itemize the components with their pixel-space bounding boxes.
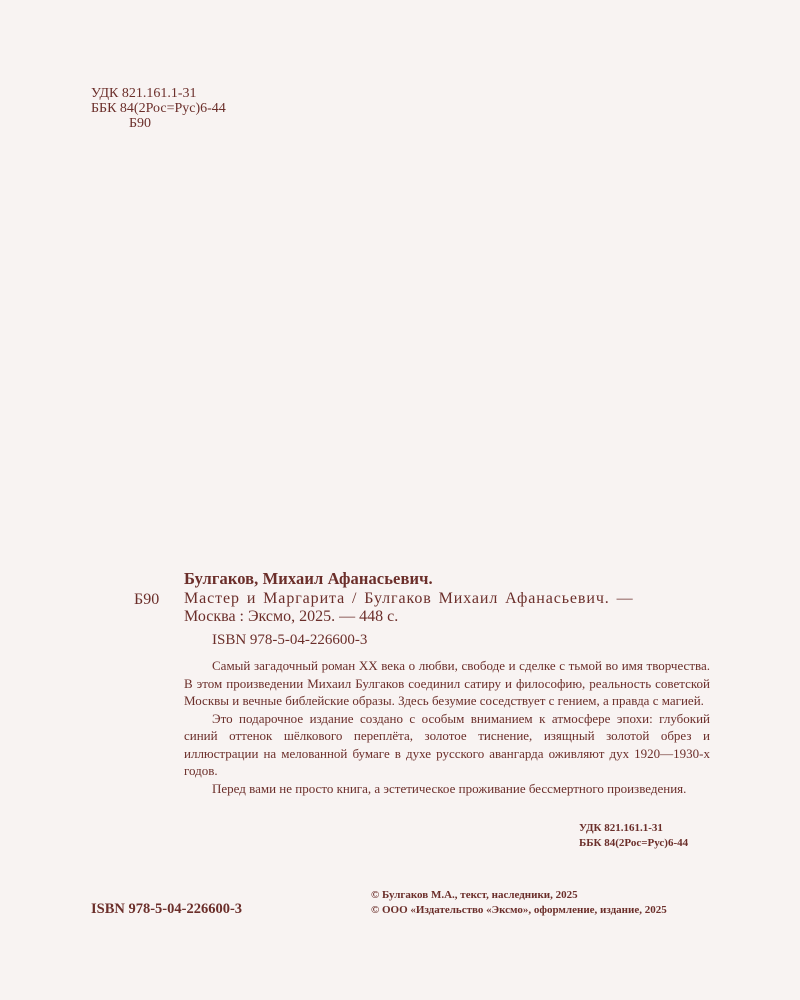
copyright-text: © Булгаков М.А., текст, наследники, 2025 [371,889,578,901]
title-line: Мастер и Маргарита / Булгаков Михаил Афанасьевич. — [184,590,634,607]
author-sign-main: Б90 [134,591,160,608]
annotation-paragraph: Это подарочное издание создано с особым вниманием к атмосфере эпохи: глубокий синий оттенок шёлкового переплёта, золотое тиснение, изящный золотой обрез и иллюстрации на мелованной бумаге в духе русского авангарда оживляют дух 1920—1930-х годов. [184,710,710,778]
isbn-main: ISBN 978-5-04-226600-3 [212,632,368,648]
annotation [184,657,710,797]
annotation-paragraph: Перед вами не просто книга, а эстетическое проживание бессмертного произведения. [212,780,687,796]
top-classification-codes [91,86,226,131]
udk-code-bottom: УДК 821.161.1-31 [579,822,663,834]
author-heading: Булгаков, Михаил Афанасьевич. [184,569,433,588]
bbk-code-bottom: ББК 84(2Рос=Рус)6-44 [579,837,689,849]
publication-line: Москва : Эксмо, 2025. — 448 с. [184,608,399,625]
copyright-block [371,888,667,918]
udk-code: УДК 821.161.1-31 [91,86,197,101]
bbk-code: ББК 84(2Рос=Рус)6-44 [91,101,226,116]
copyright-design: © ООО «Издательство «Эксмо», оформление, издание, 2025 [371,904,667,916]
annotation-paragraph: Самый загадочный роман XX века о любви, свободе и сделке с тьмой во имя творчества. В этом произведении Михаил Булгаков соединил сатиру и философию, реальность советской Москвы и вечные библейские образы. Здесь безумие соседствует с гением, а правда с магией. [184,658,710,708]
isbn-bottom: ISBN 978-5-04-226600-3 [91,901,243,917]
author-sign: Б90 [129,116,152,131]
bottom-classification-codes [579,821,688,851]
